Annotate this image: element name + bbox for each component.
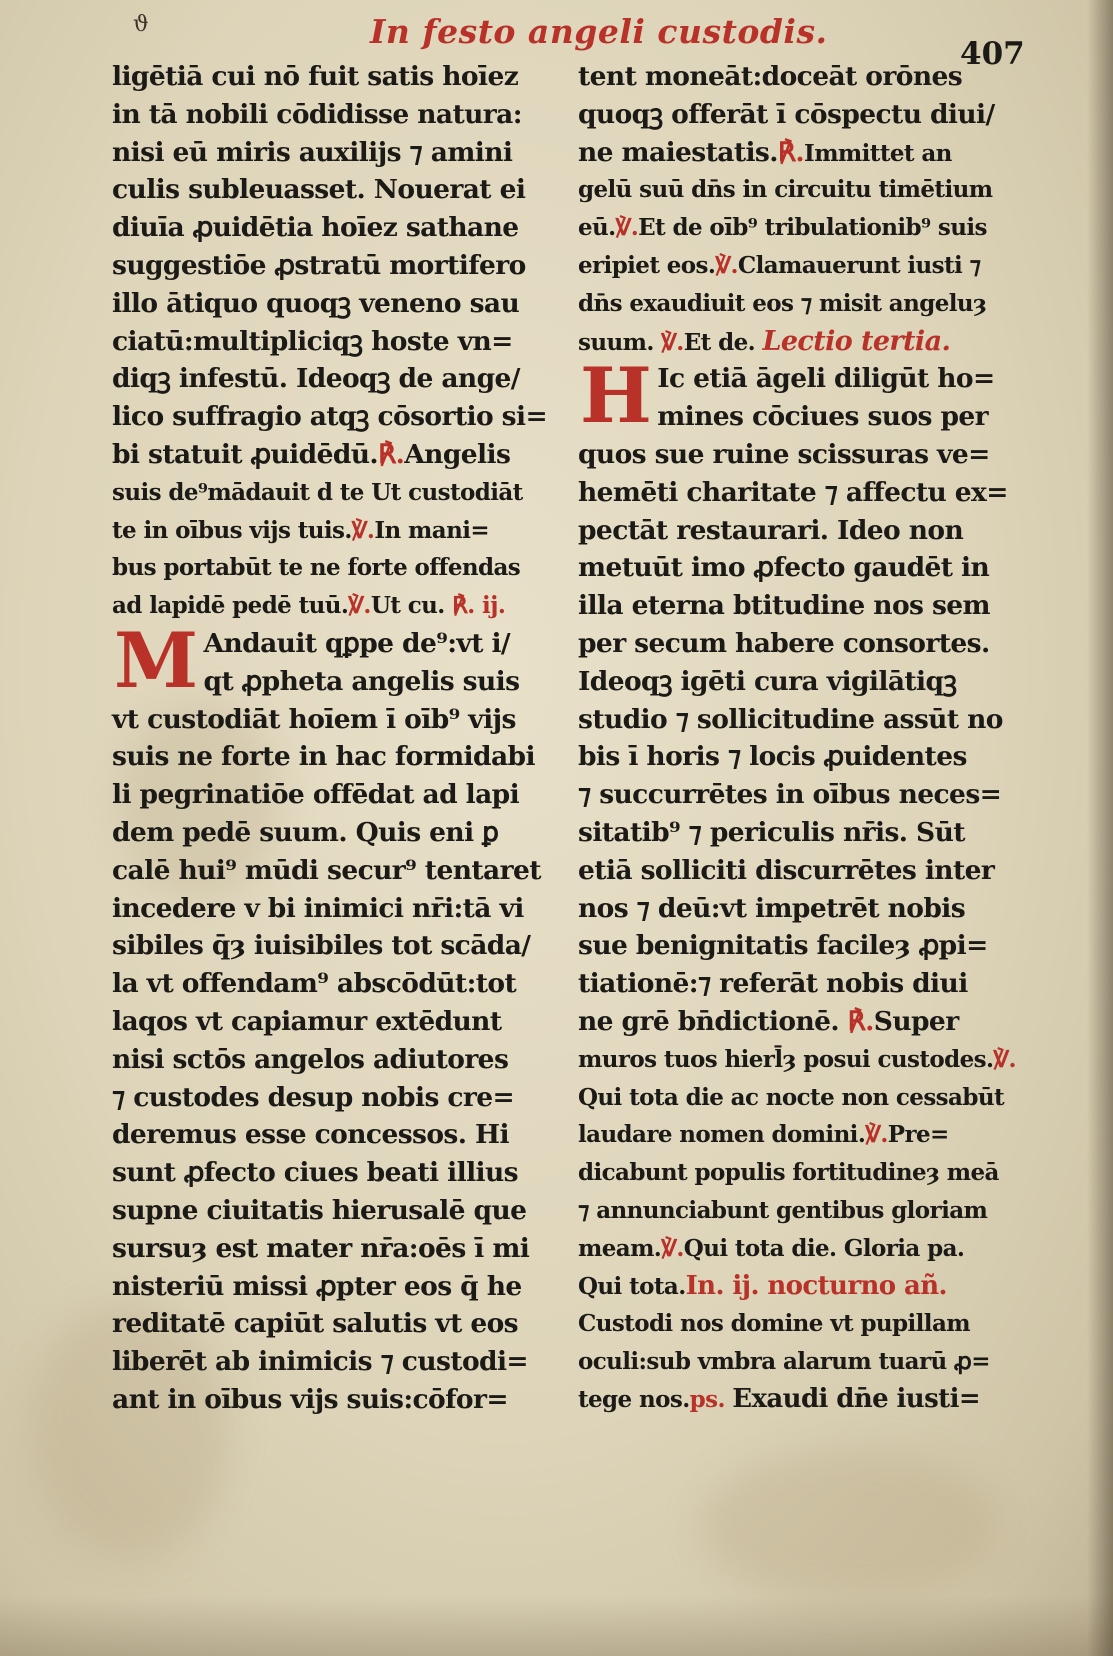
responsory-mark: ℟. (777, 136, 805, 168)
text-line: suggestiōe ꝓstratū mortifero (112, 249, 526, 281)
versicle-mark: ℣. (865, 1121, 888, 1149)
text-line: ⁊ custodes desup nobis cre= (112, 1081, 515, 1113)
text-line: liberēt ab inimicis ⁊ custodi= (112, 1346, 529, 1378)
text-line: dn̄s exaudiuit eos ⁊ misit angeluȝ (578, 289, 987, 317)
text-line: nisi eū miris auxilijs ⁊ amini (112, 136, 513, 168)
text-line: Qui tota die ac nocte non cessabūt (578, 1083, 1004, 1111)
text-line: ⁊ annunciabunt gentibus gloriam (578, 1196, 988, 1224)
versicle-mark: ℣. (993, 1045, 1016, 1073)
left-column (112, 58, 582, 1419)
text-line: sue benignitatis facileȝ ꝓpi= (578, 930, 988, 962)
responsory-mark: ℟. (847, 1005, 874, 1037)
text-line (578, 247, 1048, 285)
text-line: sitatib⁹ ⁊ periculis nr̄is. Sūt (578, 816, 965, 848)
drop-cap-h: H (580, 351, 652, 441)
text-line: reditatē capiūt salutis vt eos (112, 1308, 518, 1340)
text-line: quoqꝫ offerāt ī cōspectu diui/ (578, 98, 995, 130)
psalm-mark: ps. (689, 1385, 725, 1413)
text-segment: suum. (578, 328, 654, 356)
text-line: gelū suū dn̄s in circuitu timētium (578, 176, 993, 204)
text-segment: meam. (578, 1234, 662, 1262)
text-segment: In mani= (374, 516, 490, 544)
text-segment: Super (873, 1005, 959, 1037)
text-segment: Et de oīb⁹ tribulationib⁹ suis (638, 214, 987, 242)
text-segment: bi statuit ꝓuidēdū. (112, 438, 379, 470)
text-segment: eripiet eos. (578, 251, 716, 279)
text-line: qt ꝓpheta angelis suis (203, 665, 520, 697)
text-line: Custodi nos domine vt pupillam (578, 1310, 970, 1338)
text-line: culis subleuasset. Nouerat ei (112, 174, 526, 206)
text-line: quos sue ruine scissuras ve= (578, 438, 990, 470)
drop-cap-block (578, 351, 1048, 441)
text-line (112, 587, 582, 625)
text-segment: laudare nomen domini. (578, 1121, 866, 1149)
text-line (578, 323, 1048, 361)
text-segment: Qui tota die. Gloria pa. (683, 1234, 965, 1262)
text-segment: Angelis (404, 438, 511, 470)
text-line: nisteriū missi ꝓpter eos q̄ he (112, 1270, 522, 1302)
text-line: studio ⁊ sollicitudine assūt no (578, 703, 1003, 735)
text-line (578, 1041, 1048, 1079)
text-line: incedere v bi inimici nr̄i:tā vi (112, 892, 524, 924)
text-line: supne ciuitatis hierusalē que (112, 1194, 527, 1226)
text-segment: ad lapidē pedē tuū. (112, 592, 349, 620)
text-line: hemēti charitate ⁊ affectu ex= (578, 476, 1008, 508)
responsory-mark: ℟. (378, 438, 405, 470)
text-line (578, 209, 1048, 247)
text-line: etiā solliciti discurrētes inter (578, 854, 995, 886)
text-line: diqꝫ infestū. Ideoqꝫ de ange/ (112, 363, 520, 395)
text-line: illa eterna btitudine nos sem (578, 590, 990, 622)
text-line: in tā nobili cōdidisse natura: (112, 98, 522, 130)
text-line (578, 1003, 1048, 1041)
text-line: ant in oībus vijs suis:cōfor= (112, 1383, 508, 1415)
text-segment: ne maiestatis. (578, 136, 778, 168)
text-line: laqos vt capiamur extēdunt (112, 1005, 502, 1037)
text-line (578, 1268, 1048, 1306)
text-line: suis ne forte in hac formidabi (112, 741, 535, 773)
text-line: Ic etiā āgeli diligūt ho= (657, 363, 995, 395)
text-line (112, 512, 582, 550)
text-segment: Ut cu. (370, 592, 445, 620)
text-segment: Pre= (887, 1121, 949, 1149)
text-line: tiationē:⁊ referāt nobis diui (578, 968, 968, 1000)
text-segment: Et de. (683, 328, 756, 356)
paper-stain (700, 1450, 1000, 1600)
text-line: bus portabūt te ne forte offendas (112, 554, 521, 582)
folio-number: 407 (960, 36, 1025, 72)
nocturn-heading: In. ij. nocturno añ. (685, 1270, 947, 1301)
running-head: In festo angeli custodis. (370, 12, 828, 51)
text-line: nisi sctōs angelos adiutores (112, 1043, 509, 1075)
text-line: sunt ꝓfecto ciues beati illius (112, 1157, 519, 1189)
text-line: vt custodiāt hoīem ī oīb⁹ vijs (112, 703, 516, 735)
page-bottom-shade (0, 1596, 1113, 1656)
text-line: mines cōciues suos per (657, 401, 989, 433)
text-line: dicabunt populis fortitudineȝ meā (578, 1159, 999, 1187)
text-line: sursuȝ est mater nr̄a:oēs ī mi (112, 1232, 530, 1264)
text-segment: muros tuos hierl̄ȝ posui custodes. (578, 1045, 994, 1073)
versicle-mark: ℣. (715, 251, 738, 279)
versicle-mark: ℣. (661, 1234, 684, 1262)
text-line: ligētiā cui nō fuit satis hoīez (112, 61, 519, 92)
text-line: sibiles q̄ȝ iuisibiles tot scāda/ (112, 930, 531, 962)
text-line: pectāt restaurari. Ideo non (578, 514, 964, 546)
text-line: dem pedē suum. Quis eni ꝑ (112, 816, 499, 848)
text-line (578, 1116, 1048, 1154)
text-line (578, 1230, 1048, 1268)
text-line: oculi:sub vmbra alarum tuarū ꝓ= (578, 1348, 990, 1376)
text-line: ⁊ succurrētes in oībus neces= (578, 779, 1002, 811)
text-segment: Exaudi dn̄e iusti= (732, 1383, 981, 1414)
lectio-heading: Lectio tertia. (762, 325, 951, 357)
text-segment: te in oībus vijs tuis. (112, 516, 352, 544)
text-line: illo āt​iquo quoqꝫ veneno sau (112, 287, 520, 319)
text-segment: Qui tota. (578, 1272, 686, 1300)
text-line: per secum habere consortes. (578, 627, 990, 659)
text-line: deremus esse concessos. Hi (112, 1119, 509, 1151)
text-line (578, 1381, 1048, 1419)
text-line: lico suffragio atqꝫ cōsortio si= (112, 401, 548, 433)
text-line: diuīa ꝓuidētia hoīez sathane (112, 212, 519, 244)
versicle-mark: ℣. (615, 214, 639, 242)
text-line (578, 134, 1048, 172)
text-line: suis de⁹mādauit d te Ut custodiāt (112, 478, 523, 506)
text-line: Andauit qꝑpe de⁹:vt i/ (203, 627, 511, 659)
drop-cap-m: M (114, 615, 198, 705)
text-line (112, 436, 582, 474)
versicle-mark: ℣. (661, 328, 684, 356)
right-column (578, 58, 1048, 1419)
text-segment: tege nos. (578, 1385, 690, 1413)
text-segment: eū. (578, 214, 616, 242)
text-segment: ne grē bn̄dictionē. (578, 1005, 839, 1037)
versicle-mark: ℣. (348, 592, 371, 620)
drop-cap-block (112, 615, 582, 705)
text-line: nos ⁊ deū:vt impetrēt nobis (578, 892, 966, 924)
page-edge (1087, 0, 1113, 1656)
text-line: ciatū:multipliciqꝫ hoste vn= (112, 325, 513, 357)
text-line: Ideoqꝫ igēti cura vigilātiqꝫ (578, 665, 957, 697)
margin-mark: ϑ (133, 12, 149, 37)
text-segment: Clamauerunt iusti ⁊ (737, 251, 981, 279)
text-line: bis ī horis ⁊ locis ꝓuidentes (578, 741, 967, 773)
text-line: calē hui⁹ mūdi secur⁹ tentaret (112, 854, 541, 886)
text-line: la vt offendam⁹ abscōdūt:tot (112, 968, 517, 1000)
versicle-mark: ℣. (351, 516, 375, 544)
text-line: tent moneāt:doceāt orōnes (578, 61, 963, 92)
text-line: metuūt imo ꝓfecto gaudēt in (578, 552, 990, 584)
text-segment: Immittet an (804, 139, 952, 167)
responsory-mark: ℟. ij. (452, 592, 506, 620)
text-line: li pegrinatiōe offēdat ad lapi (112, 779, 520, 811)
